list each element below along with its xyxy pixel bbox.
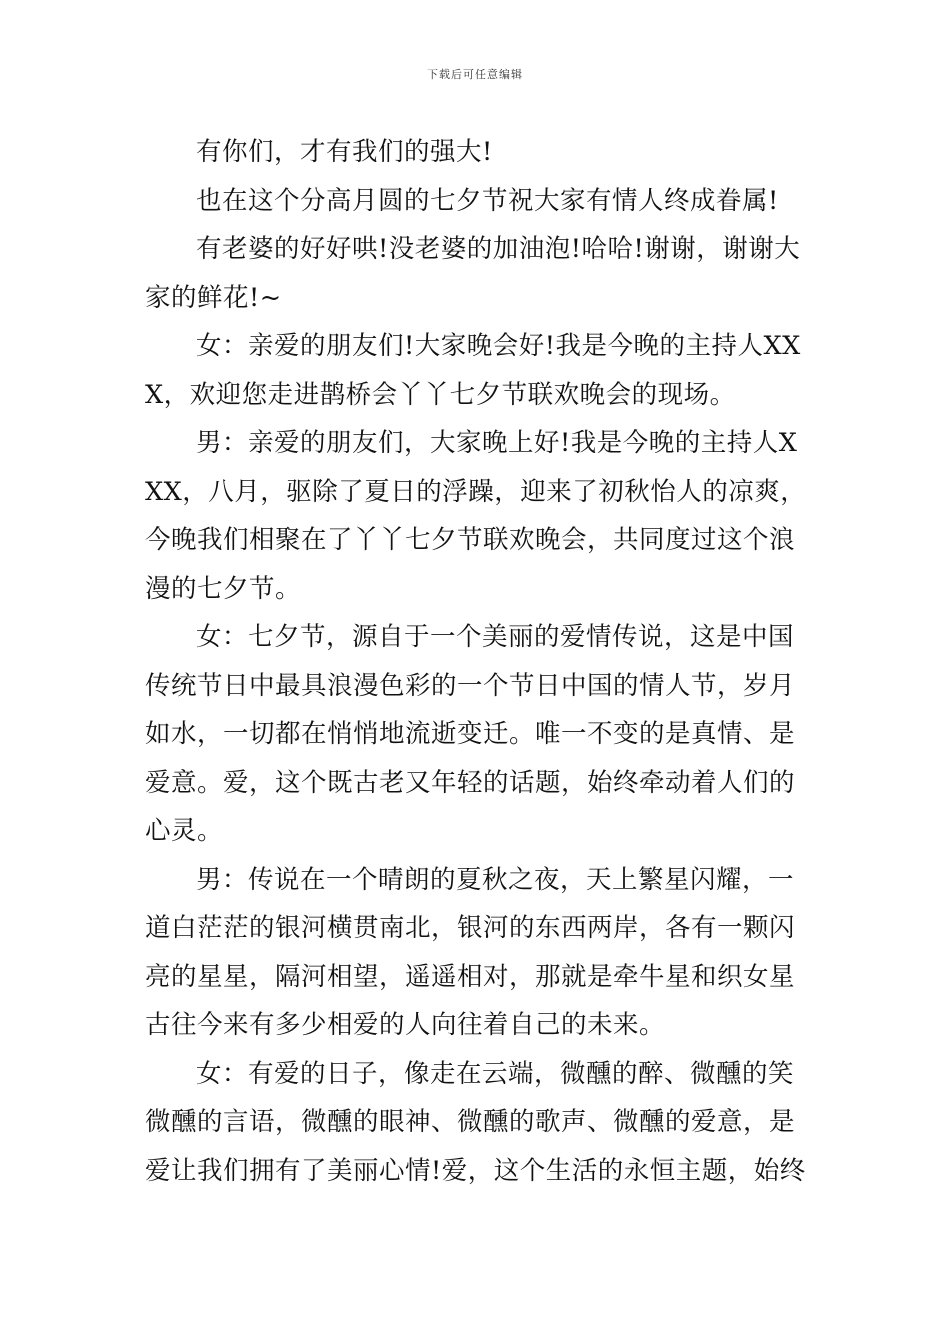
header-note: 下载后可任意编辑	[427, 68, 523, 81]
paragraph: 男：亲爱的朋友们，大家晚上好!我是今晚的主持人XXX，八月，驱除了夏日的浮躁，迎来了初秋怡人的凉爽，今晚我们相聚在了丫丫七夕节联欢晚会，共同度过这个浪漫的七夕节。	[145, 428, 807, 604]
paragraph: 有老婆的好好哄!没老婆的加油泡!哈哈!谢谢，谢谢大家的鲜花!~	[145, 234, 801, 313]
paragraph: 男：传说在一个晴朗的夏秋之夜，天上繁星闪耀，一道白茫茫的银河横贯南北，银河的东西两岸，各有一颗闪亮的星星，隔河相望，遥遥相对，那就是牵牛星和织女星古往今来有多少相爱的人向往着自己的未来。	[145, 864, 796, 1040]
document-body	[145, 128, 810, 1195]
paragraph: 女：七夕节，源自于一个美丽的爱情传说，这是中国传统节日中最具浪漫色彩的一个节日中国的情人节，岁月如水，一切都在悄悄地流逝变迁。唯一不变的是真情、是爱意。爱，这个既古老又年轻的话题，始终牵动着人们的心灵。	[145, 622, 796, 846]
paragraph: 女：有爱的日子，像走在云端，微醺的醉、微醺的笑微醺的言语，微醺的眼神、微醺的歌声、微醺的爱意，是爱让我们拥有了美丽心情!爱，这个生活的永恒主题，始终	[145, 1058, 806, 1186]
paragraph: 女：亲爱的朋友们!大家晚会好!我是今晚的主持人XXX，欢迎您走进鹊桥会丫丫七夕节联欢晚会的现场。	[145, 331, 801, 410]
paragraph: 有你们，才有我们的强大!	[196, 137, 493, 167]
paragraph: 也在这个分高月圆的七夕节祝大家有情人终成眷属!	[196, 185, 779, 216]
